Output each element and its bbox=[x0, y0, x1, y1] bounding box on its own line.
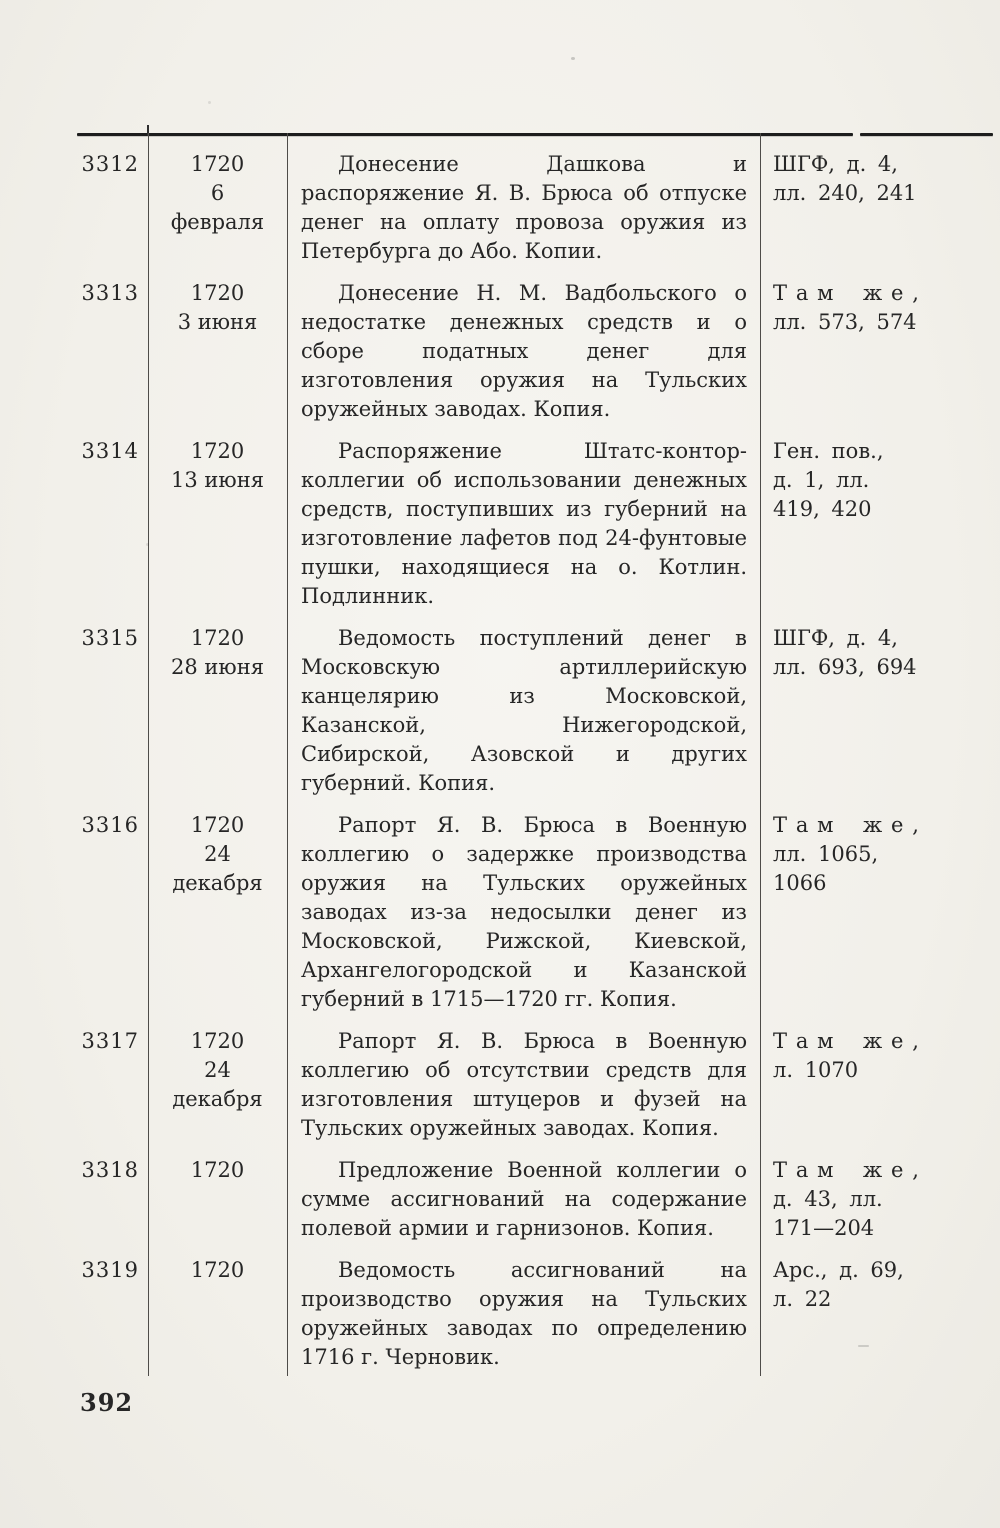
date-line: 1720 bbox=[190, 1029, 245, 1053]
reference-line: Там же, bbox=[773, 1029, 928, 1053]
entry-number: 3319 bbox=[81, 1258, 139, 1282]
entry-reference bbox=[760, 437, 935, 611]
entry-number: 3313 bbox=[81, 281, 139, 305]
entry-description: Рапорт Я. В. Брюса в Военную коллегию об отсутствии средств для изготовления штуцеров и фузей на Тульских оружейных заводах. Копия. bbox=[301, 1029, 747, 1140]
reference-line: Там же, bbox=[773, 281, 928, 305]
entry-number: 3315 bbox=[81, 626, 139, 650]
entry-description: Рапорт Я. В. Брюса в Военную коллегию о задержке производства оружия на Тульских оружейных заводах из-за недосылки денег из Московской, Рижской, Киевской, Архангелогородской и Казанской губерний в 1715—1720 гг. Копия. bbox=[301, 813, 747, 1011]
table-row bbox=[75, 1156, 935, 1243]
date-line: 24 bbox=[204, 1058, 231, 1082]
entry-date bbox=[148, 624, 287, 798]
scan-speck bbox=[208, 101, 211, 104]
date-line: 13 июня bbox=[171, 468, 264, 492]
entry-reference bbox=[760, 150, 935, 266]
entry-reference bbox=[760, 811, 935, 1014]
reference-line: Там же, bbox=[773, 813, 928, 837]
scan-speck bbox=[858, 1345, 869, 1347]
entry-number: 3317 bbox=[81, 1029, 139, 1053]
entry-description: Донесение Дашкова и распоряжение Я. В. Брюса об отпуске денег на оплату провоза оружия из Петербурга до Або. Копии. bbox=[301, 152, 747, 263]
table-row bbox=[75, 279, 935, 424]
reference-line: д. 1, лл. bbox=[773, 468, 870, 492]
reference-line: 1066 bbox=[773, 871, 827, 895]
table-row bbox=[75, 1256, 935, 1372]
table-row bbox=[75, 624, 935, 798]
entry-description: Предложение Военной коллегии о сумме ассигнований на содержание полевой армии и гарнизонов. Копия. bbox=[301, 1158, 747, 1240]
table-body bbox=[75, 133, 935, 1376]
entry-description: Распоряжение Штатс-контор-коллегии об использовании денежных средств, поступивших из губерний на изготовление лафетов под 24-фунтовые пушки, находящиеся на о. Котлин. Подлинник. bbox=[301, 439, 747, 608]
reference-line: лл. 573, 574 bbox=[773, 310, 917, 334]
date-line: 1720 bbox=[190, 1258, 245, 1282]
date-line: 24 bbox=[204, 842, 231, 866]
entry-number: 3312 bbox=[81, 152, 139, 176]
date-line: 1720 bbox=[190, 1158, 245, 1182]
entry-number: 3318 bbox=[81, 1158, 139, 1182]
entry-date bbox=[148, 150, 287, 266]
date-line: 6 bbox=[210, 181, 225, 205]
date-line: 1720 bbox=[190, 281, 245, 305]
reference-line: Арс., д. 69, bbox=[773, 1258, 904, 1282]
scan-speck bbox=[146, 543, 149, 546]
entry-description: Донесение Н. М. Вадбольского о недостатке денежных средств и о сборе податных денег для изготовления оружия на Тульских оружейных заводах. Копия. bbox=[301, 281, 747, 421]
table-row bbox=[75, 811, 935, 1014]
entry-reference bbox=[760, 624, 935, 798]
entry-number: 3314 bbox=[81, 439, 139, 463]
entry-date bbox=[148, 1027, 287, 1143]
date-line: декабря bbox=[172, 871, 263, 895]
date-line: декабря bbox=[172, 1087, 263, 1111]
entry-reference bbox=[760, 1027, 935, 1143]
date-line: 1720 bbox=[190, 152, 245, 176]
entry-reference bbox=[760, 1156, 935, 1243]
reference-line: л. 22 bbox=[773, 1287, 832, 1311]
reference-line: ШГФ, д. 4, bbox=[773, 152, 898, 176]
reference-line: Там же, bbox=[773, 1158, 928, 1182]
page-number: 392 bbox=[80, 1388, 134, 1417]
entry-number: 3316 bbox=[81, 813, 139, 837]
entry-reference bbox=[760, 279, 935, 424]
scan-speck bbox=[571, 57, 575, 60]
archive-entries-table bbox=[75, 133, 935, 1376]
reference-line: лл. 240, 241 bbox=[773, 181, 917, 205]
entry-reference bbox=[760, 1256, 935, 1372]
entry-description: Ведомость поступлений денег в Московскую артиллерийскую канцелярию из Московской, Казанской, Нижегородской, Сибирской, Азовской и других губерний. Копия. bbox=[301, 626, 747, 795]
date-line: 1720 bbox=[190, 626, 245, 650]
entry-date bbox=[148, 1256, 287, 1372]
reference-line: лл. 693, 694 bbox=[773, 655, 917, 679]
table-row bbox=[75, 150, 935, 266]
table-row bbox=[75, 1027, 935, 1143]
reference-line: Ген. пов., bbox=[773, 439, 884, 463]
column-divider-date-description bbox=[287, 133, 288, 1376]
entry-date bbox=[148, 437, 287, 611]
entry-date bbox=[148, 1156, 287, 1243]
reference-line: лл. 1065, bbox=[773, 842, 879, 866]
reference-line: 171—204 bbox=[773, 1216, 875, 1240]
entry-date bbox=[148, 279, 287, 424]
date-line: февраля bbox=[170, 210, 265, 234]
column-divider-number-date bbox=[148, 133, 149, 1376]
reference-line: д. 43, лл. bbox=[773, 1187, 883, 1211]
date-line: 1720 bbox=[190, 439, 245, 463]
reference-line: 419, 420 bbox=[773, 497, 872, 521]
entry-date bbox=[148, 811, 287, 1014]
reference-line: ШГФ, д. 4, bbox=[773, 626, 898, 650]
table-row bbox=[75, 437, 935, 611]
date-line: 28 июня bbox=[171, 655, 264, 679]
reference-line: л. 1070 bbox=[773, 1058, 859, 1082]
date-line: 3 июня bbox=[177, 310, 258, 334]
entry-description: Ведомость ассигнований на производство оружия на Тульских оружейных заводах по определению 1716 г. Черновик. bbox=[301, 1258, 747, 1369]
date-line: 1720 bbox=[190, 813, 245, 837]
column-divider-description-reference bbox=[760, 133, 761, 1376]
